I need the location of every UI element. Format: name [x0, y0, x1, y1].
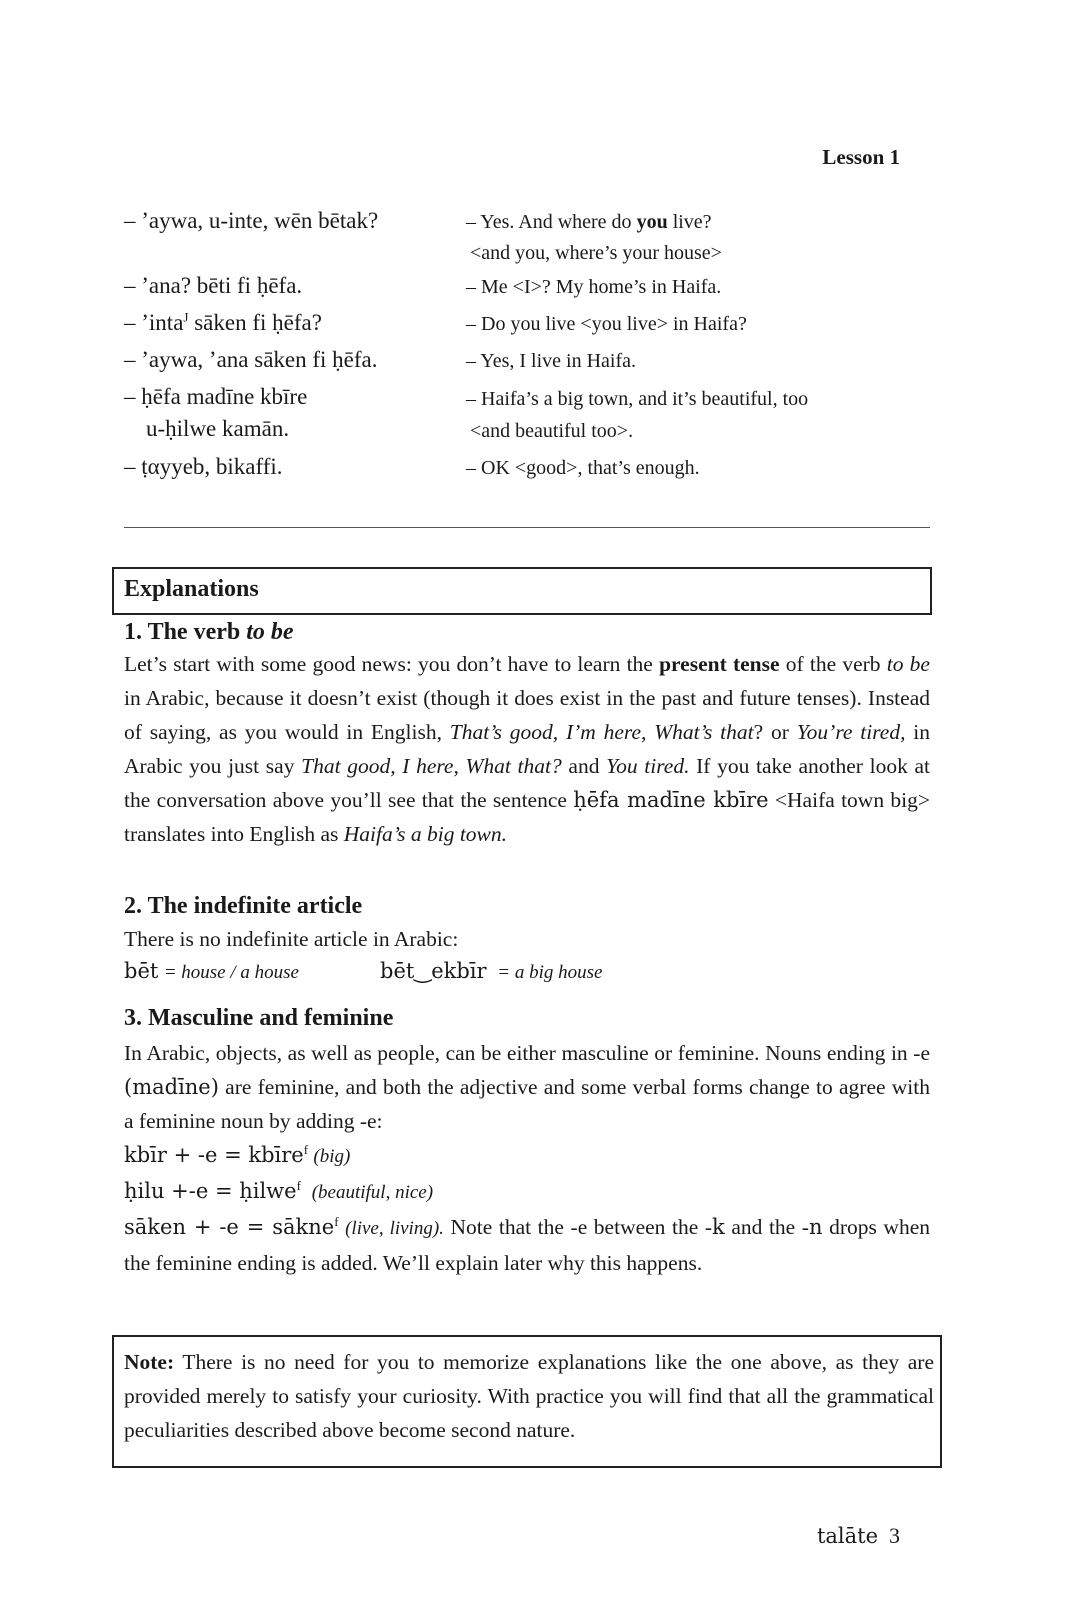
section-2-line: There is no indefinite article in Arabic:: [124, 927, 459, 951]
dialogue-en-4: – Yes, I live in Haifa.: [466, 350, 636, 372]
dialogue-en-2: – Me <I>? My home’s in Haifa.: [466, 276, 722, 298]
section-2-heading: 2. The indefinite article: [124, 893, 363, 919]
note-text: Note: There is no need for you to memorize explanations like the one above, as they are provided merely to satisfy your curiosity. With practice you will find that all the grammatical peculiarities described above become second nature.: [124, 1350, 934, 1442]
note-label: Note:: [124, 1350, 175, 1374]
dialogue-ar-3: – ’inta$^J$ sāken fi ḥēfa?: [124, 309, 322, 335]
dialogue-en-5: – Haifa’s a big town, and it’s beautiful, too: [466, 388, 809, 410]
dialogue-ar-4: – ’aywa, ’ana sāken fi ḥēfa.: [124, 347, 378, 372]
dialogue-en-1: – Yes. And where do you live?: [466, 211, 712, 233]
divider-rule: [124, 527, 930, 528]
dialogue-ar-5-cont: u-ḥilwe kamān.: [146, 416, 290, 441]
page-number: 3: [889, 1523, 900, 1548]
dialogue-ar-5: – ḥēfa madīne kbīre: [124, 384, 308, 409]
section-2-example-2: bēt‿ekbīr = a big house: [380, 959, 603, 983]
section-1-paragraph: Let’s start with some good news: you don’t have to learn the present tense of the verb to be in Arabic, because it doesn’t exist (though it does exist in the past and future tenses). Instead of saying, as you would in English, That’s good, I’m here, What’s that? or You’re tired, in Arabic you just say That good, I here, What that? and You tired. If you take another look at the conversation above you’ll see that the sentence ḥēfa madīne kbīre <Haifa town big> translates into English as Haifa’s a big town.: [124, 652, 931, 846]
page-footer: [817, 1523, 900, 1549]
dialogue-ar-2: – ’ana? bēti fi ḥēfa.: [124, 273, 303, 298]
dialogue-en-1-gloss: <and you, where’s your house>: [470, 242, 722, 264]
dialogue-en-3: – Do you live <you live> in Haifa?: [466, 313, 747, 335]
dialogue-ar-1: – ’aywa, u-inte, wēn bētak?: [124, 208, 379, 233]
dialogue-en-5-gloss: <and beautiful too>.: [470, 420, 634, 442]
dialogue-ar-6: – ṭαyyeb, bikaffi.: [124, 454, 283, 479]
explanations-title: Explanations: [124, 576, 259, 602]
section-3-paragraph: In Arabic, objects, as well as people, can be either masculine or feminine. Nouns ending in -e (madīne) are feminine, and both the adjective and some verbal forms change to agree with a feminine noun by adding -e: kbīr + -e = kbīre$^f$ (big) ḥilu +-e = ḥilwe$^f$ (beautiful, nice) sāken + -e = sākne$^f$ (live, living). Note that the -e between the -k and the -n drops when the feminine ending is added. We’ll explain later why this happens.: [124, 1041, 931, 1275]
section-1-heading: 1. The verb to be: [124, 619, 294, 645]
dialogue-en-6: – OK <good>, that’s enough.: [466, 457, 700, 479]
section-3-heading: 3. Masculine and feminine: [124, 1005, 394, 1031]
footer-word: talāte: [816, 1524, 878, 1548]
section-2-example-1: bēt = house / a house: [124, 959, 299, 983]
lesson-header: Lesson 1: [822, 145, 900, 169]
